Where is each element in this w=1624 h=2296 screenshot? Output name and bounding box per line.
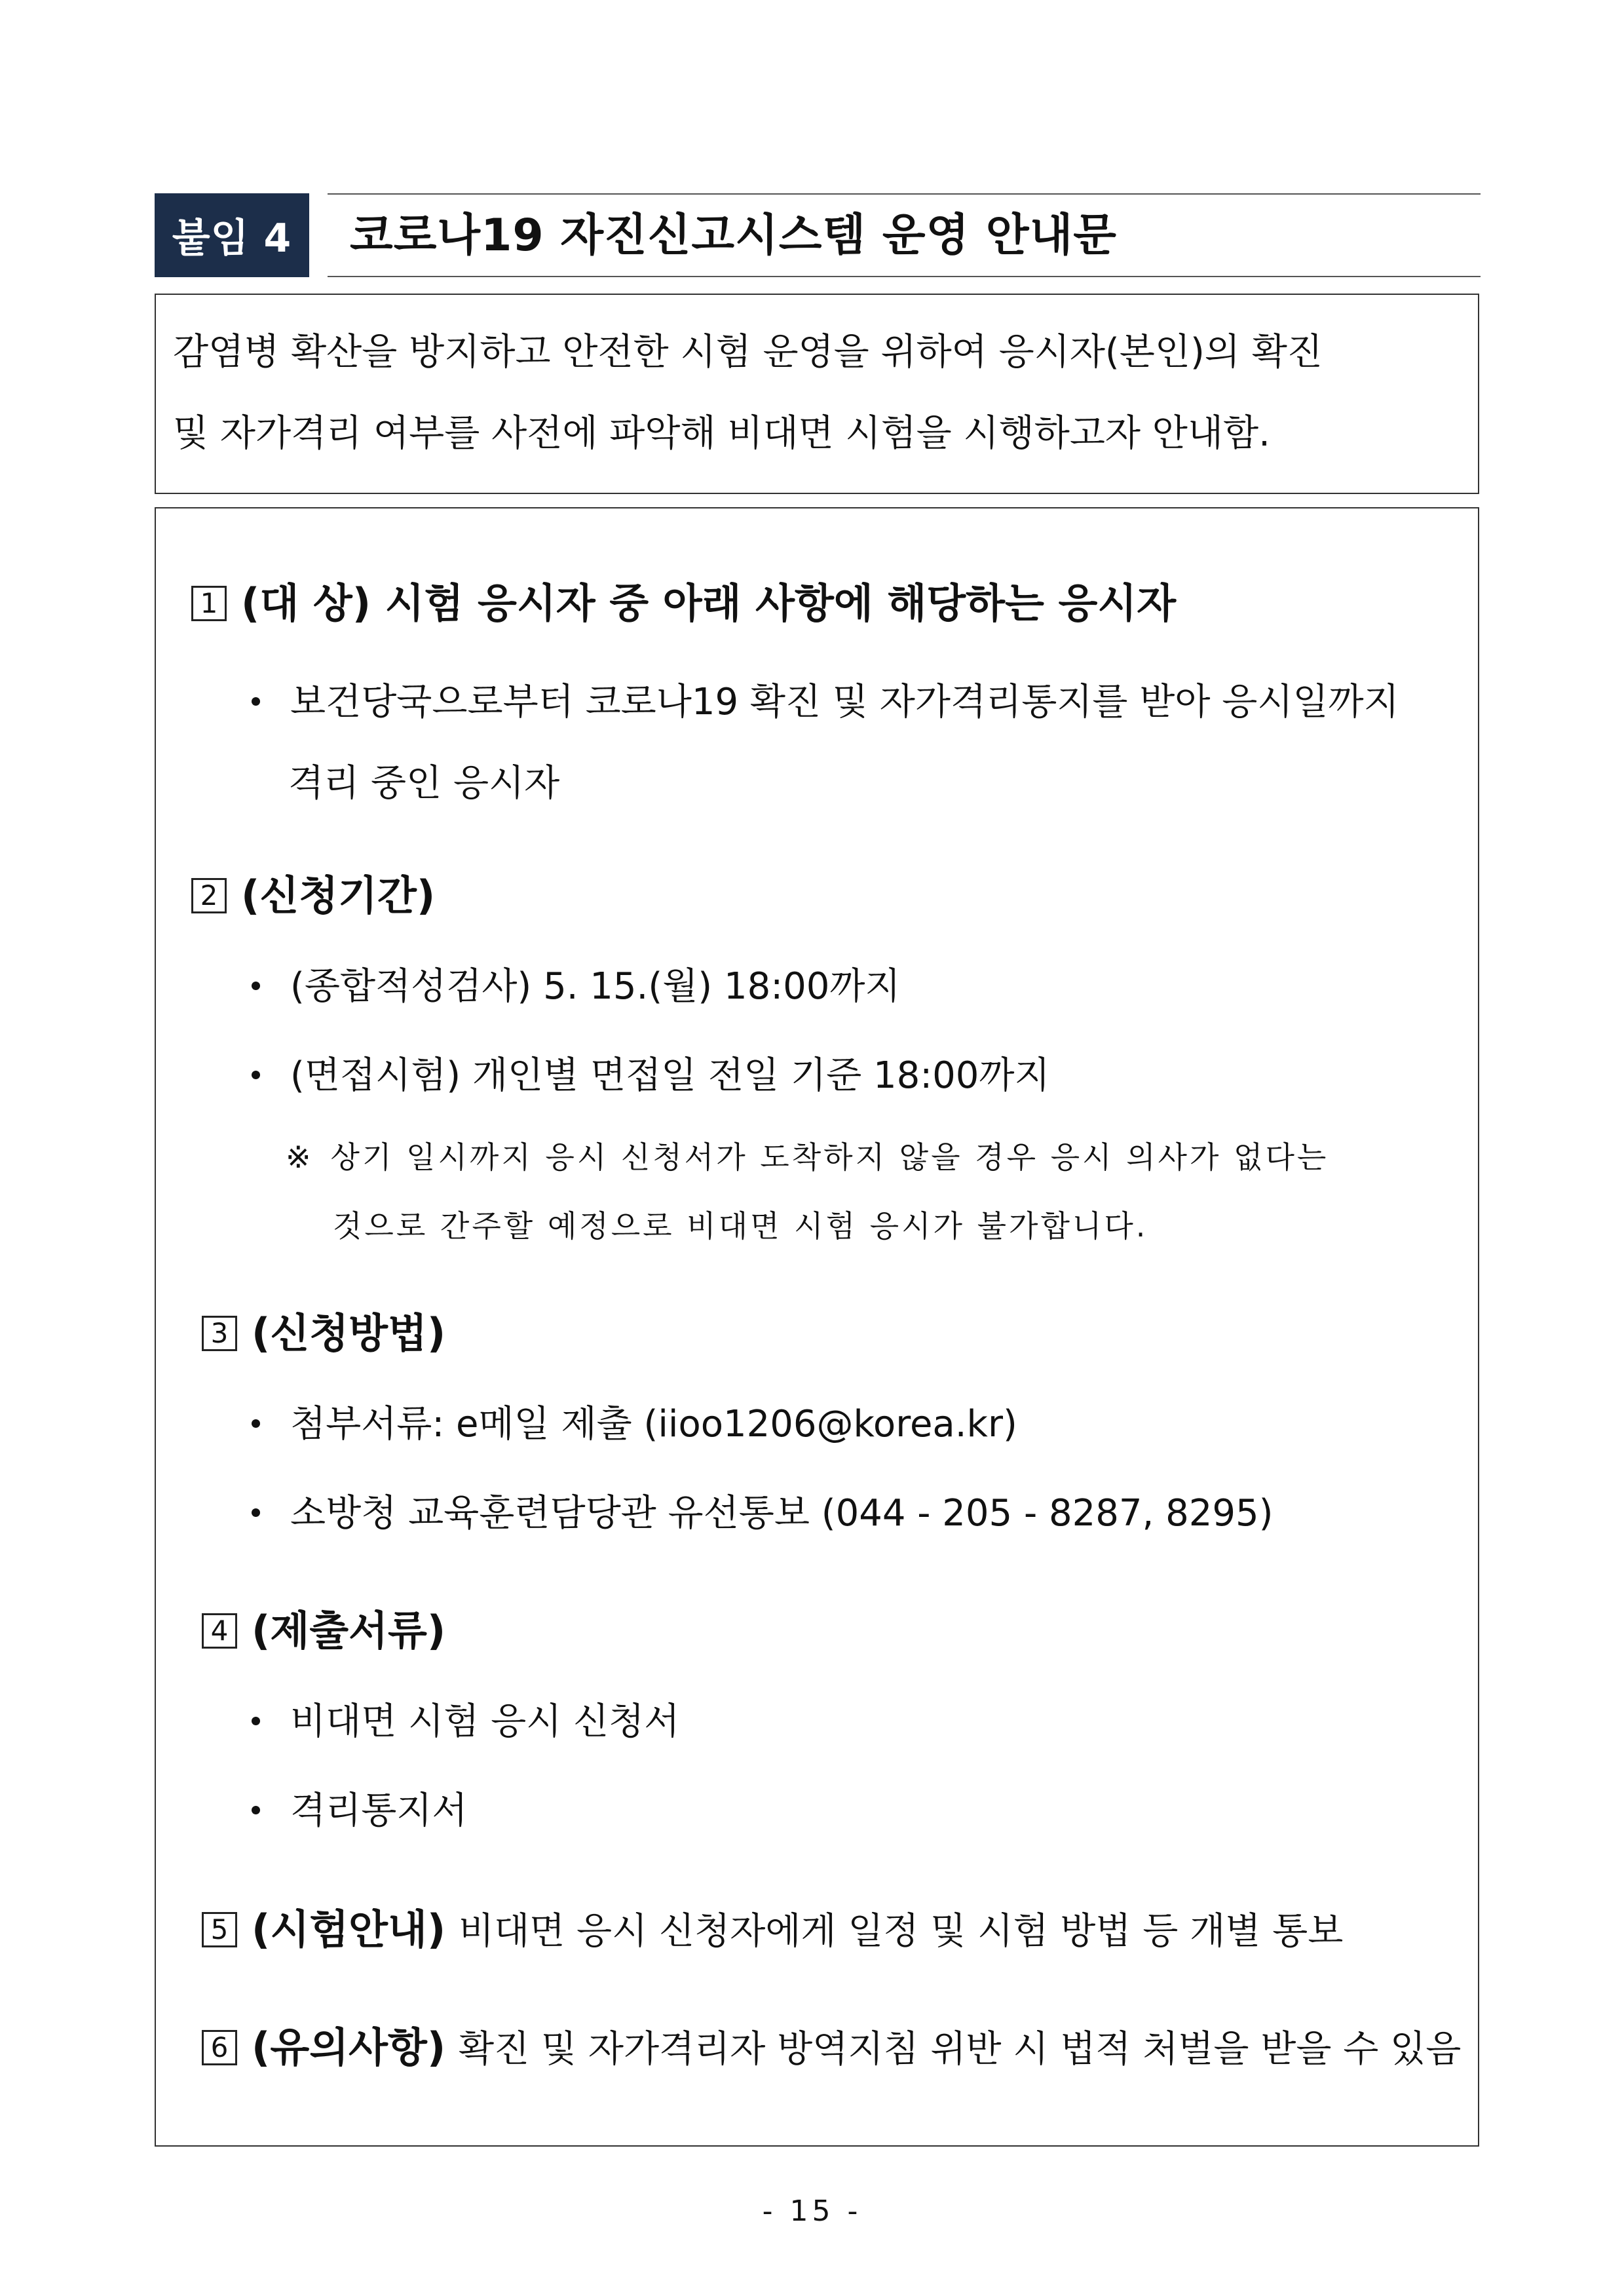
section-3 <box>202 1304 445 1363</box>
list-item <box>252 1785 467 1837</box>
title-rule-bottom <box>328 276 1481 277</box>
section-5 <box>202 1900 1343 1961</box>
section-heading: (유의사항) <box>252 2023 446 2071</box>
section-body: 비대면 응시 신청자에게 일정 및 시험 방법 등 개별 통보 <box>458 1910 1344 1953</box>
page-number: - 15 - <box>762 2194 862 2228</box>
list-item-text: (종합적성검사) 5. 15.(월) 18:00까지 <box>290 965 901 1008</box>
list-item-text: 소방청 교육훈련담당관 유선통보 (044 - 205 - 8287, 8295) <box>290 1492 1274 1535</box>
section-number-box: 2 <box>191 878 227 913</box>
section-1 <box>191 574 1176 633</box>
section-6 <box>202 2018 1461 2079</box>
list-item-text: (면접시험) 개인별 면접일 전일 기준 18:00까지 <box>290 1054 1050 1097</box>
bullet-icon <box>252 1717 260 1725</box>
intro-line-2: 및 자가격리 여부를 사전에 파악해 비대면 시험을 시행하고자 안내함. <box>173 412 1270 455</box>
bullet-icon <box>252 1071 260 1079</box>
list-item <box>252 1487 1273 1540</box>
section-number-box: 3 <box>202 1316 237 1351</box>
section-heading: (신청방법) <box>252 1309 446 1357</box>
list-item <box>252 1696 679 1748</box>
list-item <box>252 676 1399 729</box>
attachment-badge: 붙임 4 <box>155 193 309 277</box>
section-2 <box>191 866 435 925</box>
list-item-continuation: 격리 중인 응시자 <box>288 762 560 805</box>
section-heading: (제출서류) <box>252 1607 446 1655</box>
list-item-text: 격리통지서 <box>290 1789 468 1832</box>
section-heading: (시험안내) <box>252 1905 446 1953</box>
bullet-icon <box>252 1508 260 1517</box>
section-heading: (신청기간) <box>241 871 436 919</box>
list-item-text: 비대면 시험 응시 신청서 <box>290 1700 680 1743</box>
title-rule-top <box>328 193 1481 195</box>
section-number-box: 4 <box>202 1613 237 1649</box>
list-item <box>252 961 901 1013</box>
list-item <box>252 1398 1017 1451</box>
intro-line-1: 감염병 확산을 방지하고 안전한 시험 운영을 위하여 응시자(본인)의 확진 <box>173 331 1323 373</box>
intro-box <box>155 294 1479 494</box>
section-body: 확진 및 자가격리자 방역지침 위반 시 법적 처벌을 받을 수 있음 <box>458 2028 1462 2071</box>
page-title: 코로나19 자진신고시스템 운영 안내문 <box>350 210 1117 261</box>
section-number-box: 6 <box>202 2030 237 2065</box>
section-heading: (대 상) 시험 응시자 중 아래 사항에 해당하는 응시자 <box>241 579 1177 627</box>
content-box <box>155 507 1479 2147</box>
bullet-icon <box>252 982 260 990</box>
note-line-1 <box>286 1134 1329 1180</box>
list-item-text: 첨부서류: e메일 제출 (iioo1206@korea.kr) <box>290 1403 1017 1445</box>
bullet-icon <box>252 1806 260 1814</box>
list-item-text: 보건당국으로부터 코로나19 확진 및 자가격리통지를 받아 응시일까지 <box>290 681 1399 723</box>
list-item <box>252 1050 1050 1102</box>
section-4 <box>202 1601 445 1660</box>
section-number-box: 1 <box>191 586 227 621</box>
bullet-icon <box>252 1419 260 1428</box>
section-number-box: 5 <box>202 1912 237 1947</box>
reference-mark-icon: ※ <box>286 1139 314 1175</box>
note-line-2: 것으로 간주할 예정으로 비대면 시험 응시가 불가합니다. <box>333 1208 1148 1244</box>
bullet-icon <box>252 697 260 706</box>
note-text: 상기 일시까지 응시 신청서가 도착하지 않을 경우 응시 의사가 없다는 <box>330 1139 1329 1175</box>
